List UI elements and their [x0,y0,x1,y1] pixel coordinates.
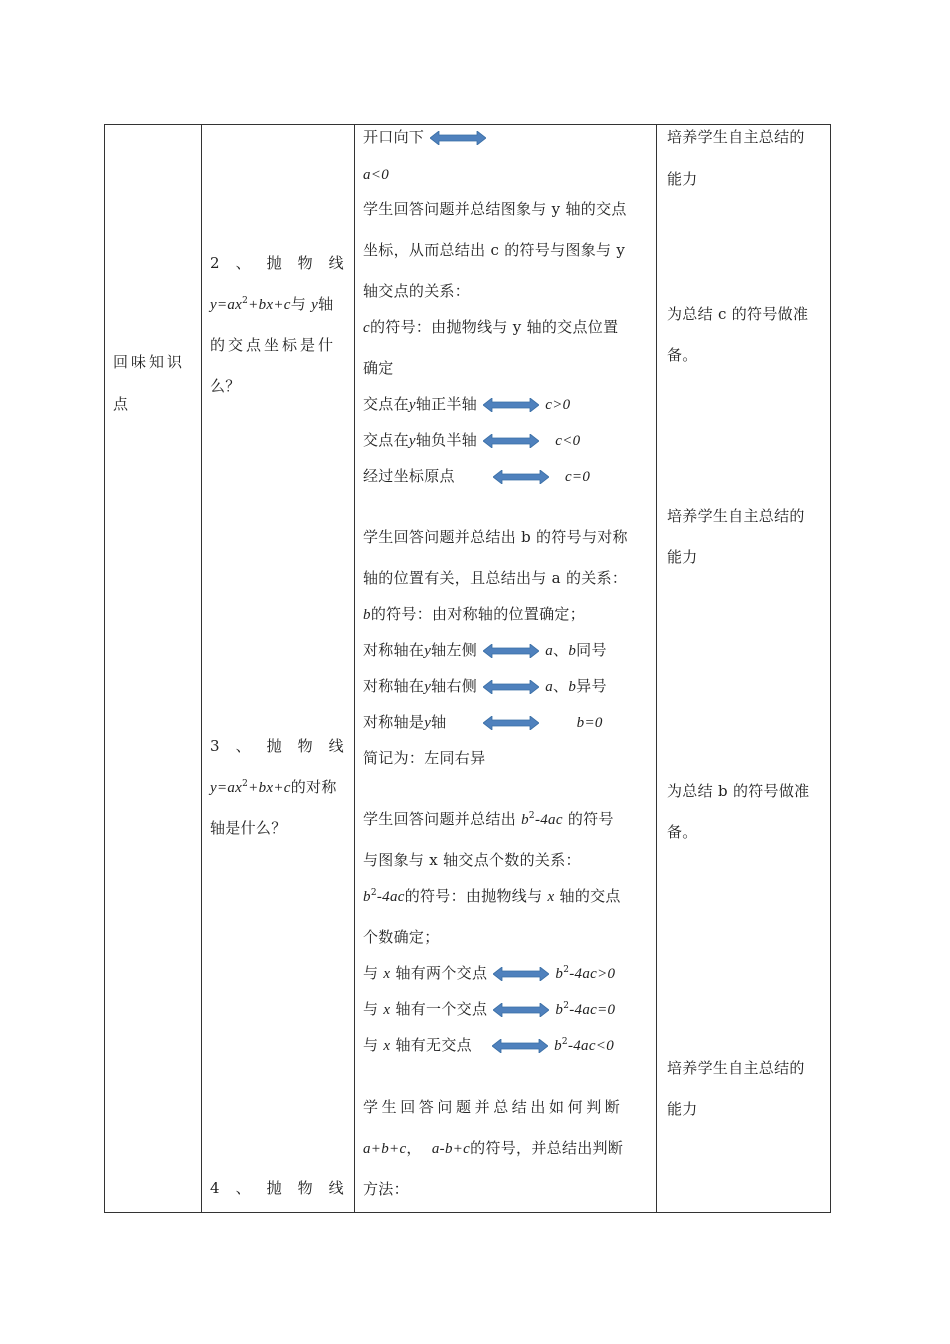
double-arrow-icon [493,470,549,484]
double-arrow-icon [493,967,549,981]
note: 备。 [667,823,698,841]
note: 为总结 c 的符号做准 [667,305,809,323]
column-divider [201,125,202,1212]
c-rule-row: 交点在y轴负半轴 c<0 [363,431,581,449]
section-label: 回味知识 [113,353,186,371]
c-sign-rule-cont: 确定 [363,359,394,377]
note: 培养学生自主总结的 [667,128,805,146]
d-rule-row: 与 x 轴有一个交点 $b^2-4ac=0$ [363,1000,616,1018]
discriminant-rule: $b^2-4ac$的符号：由抛物线与 x 轴的交点 [363,887,621,905]
note: 备。 [667,346,698,364]
open-down-row: 开口向下 [363,127,487,147]
answer-paragraph-c: 坐标，从而总结出 c 的符号与图象与 y [363,241,626,259]
note: 为总结 b 的符号做准 [667,782,810,800]
question-3-text: 轴是什么？ [210,819,287,837]
b-rule-row: 对称轴在y轴右侧 a、b异号 [363,677,607,695]
answer-paragraph-d: 与图象与 x 轴交点个数的关系： [363,851,581,869]
answer-paragraph-c: 学生回答问题并总结图象与 y 轴的交点 [363,200,627,218]
answer-paragraph-e: 学生回答问题并总结出如何判断 [363,1098,624,1116]
short-note: 简记为：左同右异 [363,749,486,767]
note: 能力 [667,1100,698,1118]
answer-paragraph-e: 方法： [363,1180,409,1198]
a-less-than-zero: a<0 [363,167,390,183]
b-rule-row: 对称轴是y轴 b=0 [363,713,603,731]
d-rule-row: 与 x 轴有两个交点 $b^2-4ac>0$ [363,964,616,982]
b-sign-rule: b的符号：由对称轴的位置确定； [363,605,586,623]
c-rule-row: 交点在y轴正半轴 c>0 [363,395,571,413]
question-2-heading: 2 、 抛 物 线 [210,254,344,272]
answer-paragraph-b: 轴的位置有关，且总结出与 a 的关系： [363,569,628,587]
double-arrow-icon [483,398,539,412]
question-2-formula: $y=ax^2+bx+c$与 y轴 [210,295,334,313]
double-arrow-icon [483,434,539,448]
double-arrow-icon [483,644,539,658]
double-arrow-icon [492,1039,548,1053]
d-rule-row: 与 x 轴有无交点 $b^2-4ac<0$ [363,1036,615,1054]
note: 能力 [667,170,698,188]
double-arrow-icon [430,131,486,145]
answer-paragraph-b: 学生回答问题并总结出 b 的符号与对称 [363,528,628,546]
c-sign-rule: c的符号：由抛物线与 y 轴的交点位置 [363,318,619,336]
question-2-text: 的交点坐标是什 [210,336,337,354]
note: 能力 [667,548,698,566]
column-divider [354,125,355,1212]
answer-paragraph-c: 轴交点的关系： [363,282,471,300]
double-arrow-icon [493,1003,549,1017]
answer-paragraph-d: 学生回答问题并总结出 $b^2-4ac$ 的符号 [363,810,614,828]
answer-paragraph-e: a+b+c， a-b+c的符号，并总结出判断 [363,1139,624,1157]
question-3-heading: 3 、 抛 物 线 [210,737,344,755]
section-label-cont: 点 [113,395,129,413]
question-4-heading: 4 、 抛 物 线 [210,1179,344,1197]
c-rule-row: 经过坐标原点 c=0 [363,467,591,485]
question-2-text: 么？ [210,377,241,395]
note: 培养学生自主总结的 [667,1059,805,1077]
b-rule-row: 对称轴在y轴左侧 a、b同号 [363,641,607,659]
discriminant-rule-cont: 个数确定； [363,928,440,946]
question-3-formula: $y=ax^2+bx+c$的对称 [210,778,337,796]
column-divider [656,125,657,1212]
double-arrow-icon [483,680,539,694]
note: 培养学生自主总结的 [667,507,805,525]
double-arrow-icon [483,716,539,730]
